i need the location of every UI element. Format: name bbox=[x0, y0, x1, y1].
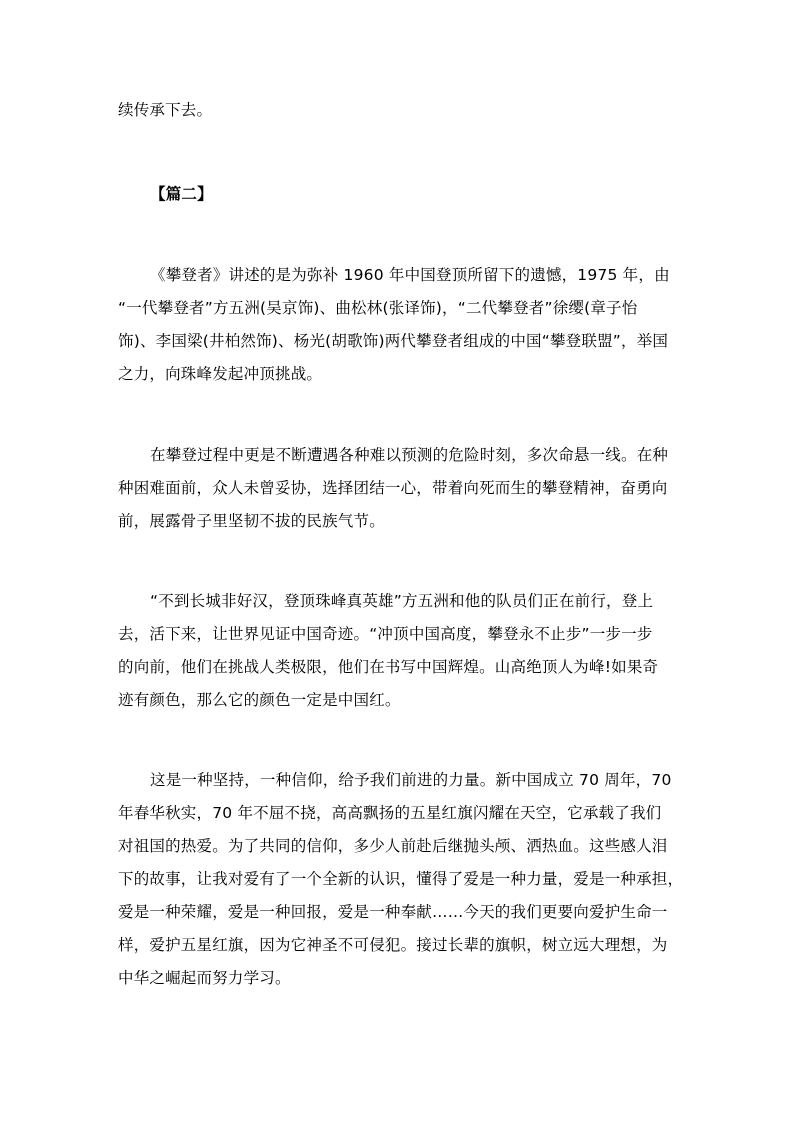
text-line: 样，爱护五星红旗，因为它神圣不可侵犯。接过长辈的旗帜，树立远大理想，为 bbox=[118, 936, 668, 954]
paragraph-1 bbox=[118, 259, 678, 391]
text-line: 这是一种坚持，一种信仰，给予我们前进的力量。新中国成立 70 周年，70 bbox=[150, 771, 672, 789]
text-line: 前，展露骨子里坚韧不拔的民族气节。 bbox=[118, 512, 385, 530]
text-line: “不到长城非好汉，登顶珠峰真英雄”方五洲和他的队员们正在前行，登上 bbox=[150, 592, 654, 610]
text-line: 对祖国的热爱。为了共同的信仰，多少人前赴后继抛头颅、洒热血。这些感人泪 bbox=[118, 837, 668, 855]
text-line: 种困难面前，众人未曾妥协，选择团结一心，带着向死而生的攀登精神，奋勇向 bbox=[118, 479, 668, 497]
continuation-text bbox=[118, 94, 678, 127]
text-line: 《攀登者》讲述的是为弥补 1960 年中国登顶所留下的遗憾，1975 年，由 bbox=[150, 266, 670, 284]
text-line: “一代攀登者”方五洲(吴京饰)、曲松林(张译饰)，“二代攀登者”徐缨(章子怡 bbox=[118, 299, 638, 317]
text-line: 的向前，他们在挑战人类极限，他们在书写中国辉煌。山高绝顶人为峰!如果奇 bbox=[118, 658, 659, 676]
text-line: 年春华秋实，70 年不屈不挠，高高飘扬的五星红旗闪耀在天空，它承载了我们 bbox=[118, 804, 662, 822]
text-line: 中华之崛起而努力学习。 bbox=[118, 969, 291, 987]
text-line: 在攀登过程中更是不断遭遇各种难以预测的危险时刻，多次命悬一线。在种 bbox=[150, 446, 669, 464]
text-line: 续传承下去。 bbox=[118, 101, 213, 119]
section-heading bbox=[150, 178, 710, 211]
paragraph-4 bbox=[118, 764, 684, 995]
section-heading-text: 【篇二】 bbox=[150, 185, 213, 203]
text-line: 之力，向珠峰发起冲顶挑战。 bbox=[118, 365, 323, 383]
text-line: 去，活下来，让世界见证中国奇迹。“冲顶中国高度，攀登永不止步”一步一步 bbox=[118, 625, 653, 643]
paragraph-3 bbox=[118, 585, 678, 717]
text-line: 下的故事，让我对爱有了一个全新的认识，懂得了爱是一种力量，爱是一种承担， bbox=[118, 870, 684, 888]
paragraph-2 bbox=[118, 439, 678, 538]
text-line: 迹有颜色，那么它的颜色一定是中国红。 bbox=[118, 691, 401, 709]
text-line: 饰)、李国梁(井柏然饰)、杨光(胡歌饰)两代攀登者组成的中国“攀登联盟”，举国 bbox=[118, 332, 669, 350]
text-line: 爱是一种荣耀，爱是一种回报，爱是一种奉献……今天的我们更要向爱护生命一 bbox=[118, 903, 668, 921]
